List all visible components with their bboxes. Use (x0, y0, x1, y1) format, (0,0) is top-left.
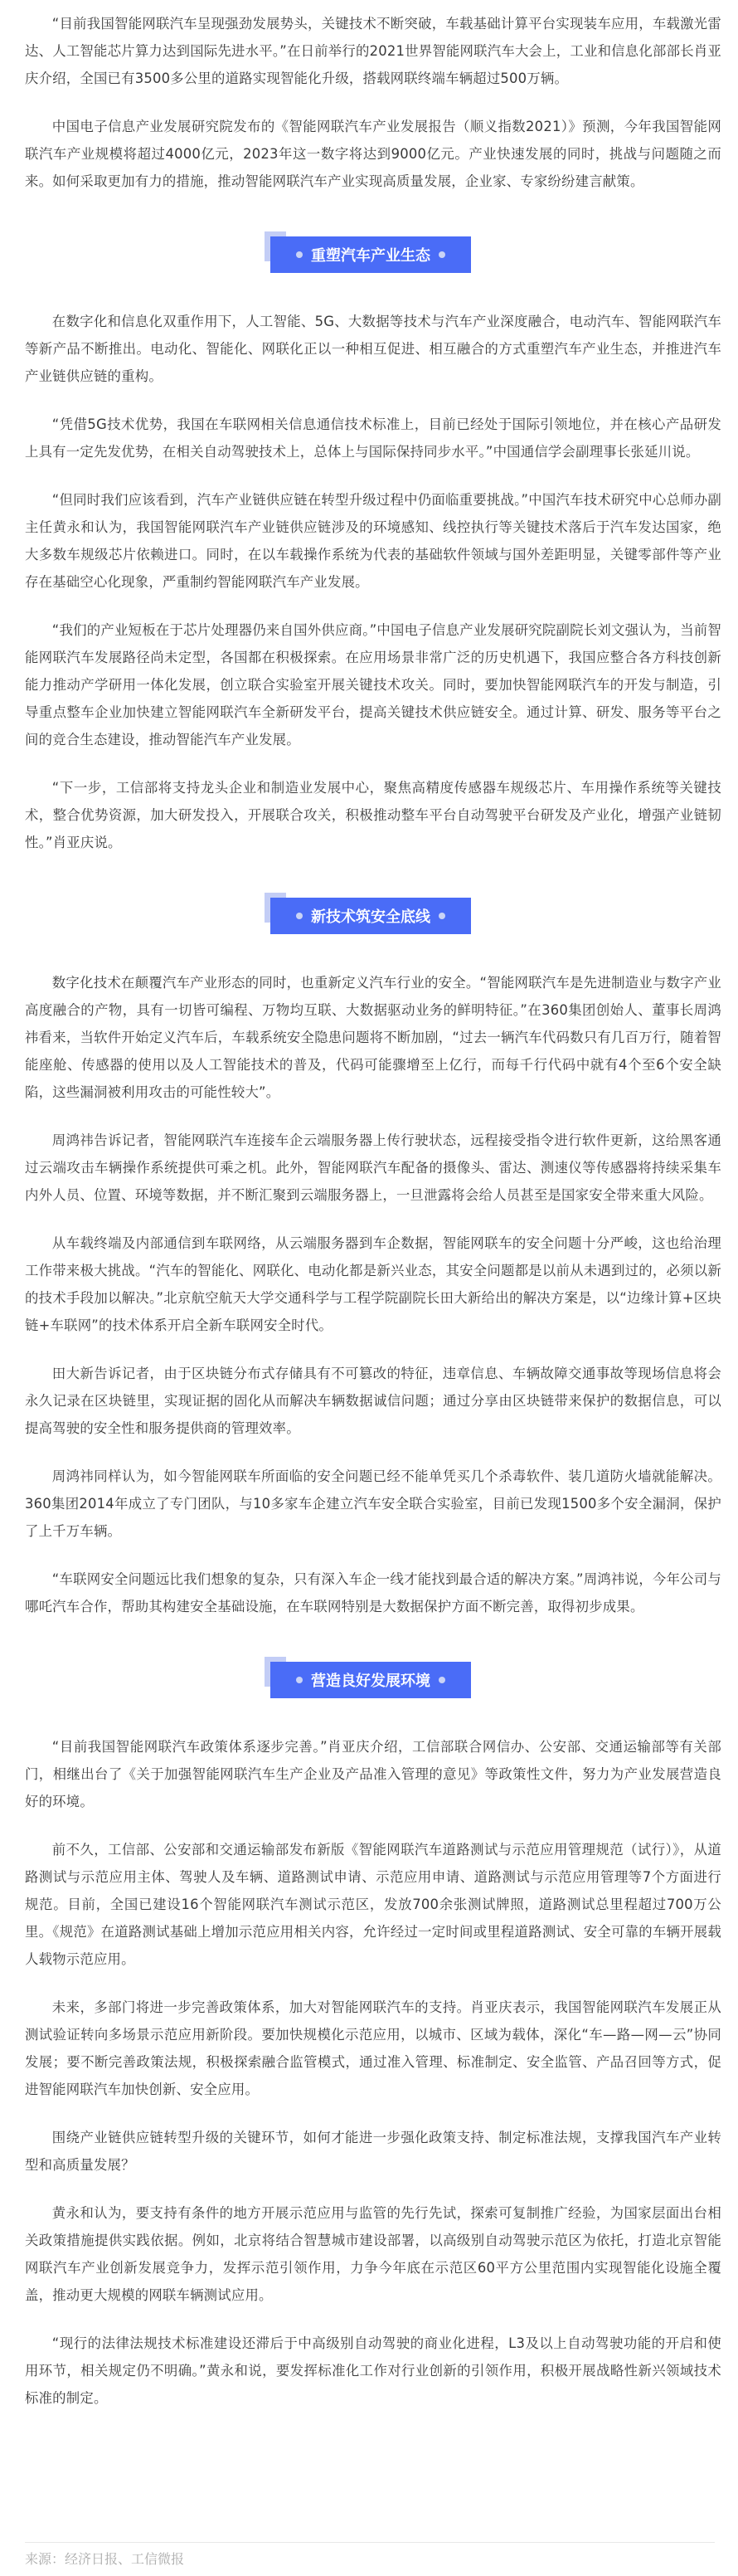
section-title-box (270, 236, 471, 273)
section-header-ecosystem (25, 236, 721, 273)
bullet-dot-icon (296, 1677, 303, 1683)
paragraph: “车联网安全问题远比我们想象的复杂，只有深入车企一线才能找到最合适的解决方案。”周鸿祎说，今年公司与哪吒汽车合作，帮助其构建安全基础设施，在车联网特别是大数据保护方面不断完善，取得初步成果。 (25, 1571, 721, 1614)
section-title: 新技术筑安全底线 (311, 908, 430, 926)
paragraph: “我们的产业短板在于芯片处理器仍来自国外供应商。”中国电子信息产业发展研究院副院长刘文强认为，当前智能网联汽车发展路径尚未定型，各国都在积极探索。在应用场景非常广泛的历史机遇下，我国应整合各方科技创新能力推动产学研用一体化发展，创立联合实验室开展关键技术攻关。同时，要加快智能网联汽车的开发与制造，引导重点整车企业加快建立智能网联汽车全新研发平台，提高关键技术供应链安全。通过计算、研发、服务等平台之间的竞合生态建设，推动智能汽车产业发展。 (25, 622, 721, 747)
source-credit: 来源：经济日报、工信微报 (25, 2551, 185, 2567)
paragraph: 数字化技术在颠覆汽车产业形态的同时，也重新定义汽车行业的安全。“智能网联汽车是先进制造业与数字产业高度融合的产物，具有一切皆可编程、万物均互联、大数据驱动业务的鲜明特征。”在360集团创始人、董事长周鸿祎看来，当软件开始定义汽车后，车载系统安全隐患问题将不断加剧，“过去一辆汽车代码数只有几百万行，随着智能座舱、传感器的使用以及人工智能技术的普及，代码可能骤增至上亿行，而每千行代码中就有4个至6个安全缺陷，这些漏洞被利用攻击的可能性较大”。 (25, 975, 721, 1100)
paragraph: “目前我国智能网联汽车政策体系逐步完善。”肖亚庆介绍，工信部联合网信办、公安部、交通运输部等有关部门，相继出台了《关于加强智能网联汽车生产企业及产品准入管理的意见》等政策性文件，努力为产业发展营造良好的环境。 (25, 1739, 721, 1809)
article-body (25, 0, 721, 2412)
paragraph: “但同时我们应该看到，汽车产业链供应链在转型升级过程中仍面临重要挑战。”中国汽车技术研究中心总师办副主任黄永和认为，我国智能网联汽车产业链供应链涉及的环境感知、线控执行等关键技术落后于汽车发达国家，绝大多数车规级芯片依赖进口。同时，在以车载操作系统为代表的基础软件领域与国外差距明显，关键零部件等产业存在基础空心化现象，严重制约智能网联汽车产业发展。 (25, 492, 721, 590)
paragraph: 黄永和认为，要支持有条件的地方开展示范应用与监管的先行先试，探索可复制推广经验，为国家层面出台相关政策措施提供实践依据。例如，北京将结合智慧城市建设部署，以高级别自动驾驶示范区为依托，打造北京智能网联汽车产业创新发展竞争力，发挥示范引领作用，力争今年底在示范区60平方公里范围内实现智能化设施全覆盖，推动更大规模的网联车辆测试应用。 (25, 2205, 721, 2303)
paragraph: 前不久，工信部、公安部和交通运输部发布新版《智能网联汽车道路测试与示范应用管理规范（试行）》，从道路测试与示范应用主体、驾驶人及车辆、道路测试申请、示范应用申请、道路测试与示范应用管理等7个方面进行规范。目前，全国已建设16个智能网联汽车测试示范区，发放700余张测试牌照，道路测试总里程超过700万公里。《规范》在道路测试基础上增加示范应用相关内容，允许经过一定时间或里程道路测试、安全可靠的车辆开展载人载物示范应用。 (25, 1842, 721, 1967)
paragraph: 在数字化和信息化双重作用下，人工智能、5G、大数据等技术与汽车产业深度融合，电动汽车、智能网联汽车等新产品不断推出。电动化、智能化、网联化正以一种相互促进、相互融合的方式重塑汽车产业生态，并推进汽车产业链供应链的重构。 (25, 314, 721, 384)
section-header-security (25, 898, 721, 934)
paragraph: “凭借5G技术优势，我国在车联网相关信息通信技术标准上，目前已经处于国际引领地位，并在核心产品研发上具有一定先发优势，在相关自动驾驶技术上，总体上与国际保持同步水平。”中国通信学会副理事长张延川说。 (25, 416, 721, 460)
bullet-dot-icon (439, 913, 445, 919)
bullet-dot-icon (296, 251, 303, 258)
section-title: 重塑汽车产业生态 (311, 247, 430, 265)
paragraph: 周鸿祎告诉记者，智能网联汽车连接车企云端服务器上传行驶状态，远程接受指令进行软件更新，这给黑客通过云端攻击车辆操作系统提供可乘之机。此外，智能网联汽车配备的摄像头、雷达、测速仪等传感器将持续采集车内外人员、位置、环境等数据，并不断汇聚到云端服务器上，一旦泄露将会给人员甚至是国家安全带来重大风险。 (25, 1132, 721, 1203)
bullet-dot-icon (439, 251, 445, 258)
bullet-dot-icon (296, 913, 303, 919)
paragraph: 未来，多部门将进一步完善政策体系，加大对智能网联汽车的支持。肖亚庆表示，我国智能网联汽车发展正从测试验证转向多场景示范应用新阶段。要加快规模化示范应用，以城市、区域为载体，深化“车—路—网—云”协同发展；要不断完善政策法规，积极探索融合监管模式，通过准入管理、标准制定、安全监管、产品召回等方式，促进智能网联汽车加快创新、安全应用。 (25, 1999, 721, 2097)
paragraph: 田大新告诉记者，由于区块链分布式存储具有不可篡改的特征，违章信息、车辆故障交通事故等现场信息将会永久记录在区块链里，实现证据的固化从而解决车辆数据诚信问题；通过分享由区块链带来保护的数据信息，可以提高驾驶的安全性和服务提供商的管理效率。 (25, 1366, 721, 1436)
paragraph: “目前我国智能网联汽车呈现强劲发展势头，关键技术不断突破，车载基础计算平台实现装车应用，车载激光雷达、人工智能芯片算力达到国际先进水平。”在日前举行的2021世界智能网联汽车大会上，工业和信息化部部长肖亚庆介绍，全国已有3500多公里的道路实现智能化升级，搭载网联终端车辆超过500万辆。 (25, 16, 721, 86)
section-header-environment (25, 1662, 721, 1698)
footer-divider (25, 2542, 715, 2543)
paragraph: 围绕产业链供应链转型升级的关键环节，如何才能进一步强化政策支持、制定标准法规，支撑我国汽车产业转型和高质量发展？ (25, 2130, 721, 2173)
bullet-dot-icon (439, 1677, 445, 1683)
paragraph: 中国电子信息产业发展研究院发布的《智能网联汽车产业发展报告（顺义指数2021）》预测，今年我国智能网联汽车产业规模将超过4000亿元，2023年这一数字将达到9000亿元。产业快速发展的同时，挑战与问题随之而来。如何采取更加有力的措施，推动智能网联汽车产业实现高质量发展，企业家、专家纷纷建言献策。 (25, 119, 721, 189)
paragraph: “现行的法律法规技术标准建设还滞后于中高级别自动驾驶的商业化进程，L3及以上自动驾驶功能的开启和使用环节，相关规定仍不明确。”黄永和说，要发挥标准化工作对行业创新的引领作用，积极开展战略性新兴领域技术标准的制定。 (25, 2335, 721, 2406)
section-title-box (270, 1662, 471, 1698)
paragraph: 周鸿祎同样认为，如今智能网联车所面临的安全问题已经不能单凭买几个杀毒软件、装几道防火墙就能解决。360集团2014年成立了专门团队，与10多家车企建立汽车安全联合实验室，目前已发现1500多个安全漏洞，保护了上千万车辆。 (25, 1468, 721, 1539)
paragraph: 从车载终端及内部通信到车联网络，从云端服务器到车企数据，智能网联车的安全问题十分严峻，这也给治理工作带来极大挑战。“汽车的智能化、网联化、电动化都是新兴业态，其安全问题都是以前从未遇到过的，必须以新的技术手段加以解决。”北京航空航天大学交通科学与工程学院副院长田大新给出的解决方案是，以“边缘计算+区块链+车联网”的技术体系开启全新车联网安全时代。 (25, 1235, 721, 1333)
paragraph: “下一步，工信部将支持龙头企业和制造业发展中心，聚焦高精度传感器车规级芯片、车用操作系统等关键技术，整合优势资源，加大研发投入，开展联合攻关，积极推动整车平台自动驾驶平台研发及产业化，增强产业链韧性。”肖亚庆说。 (25, 780, 721, 850)
section-title: 营造良好发展环境 (311, 1673, 430, 1690)
section-title-box (270, 898, 471, 934)
